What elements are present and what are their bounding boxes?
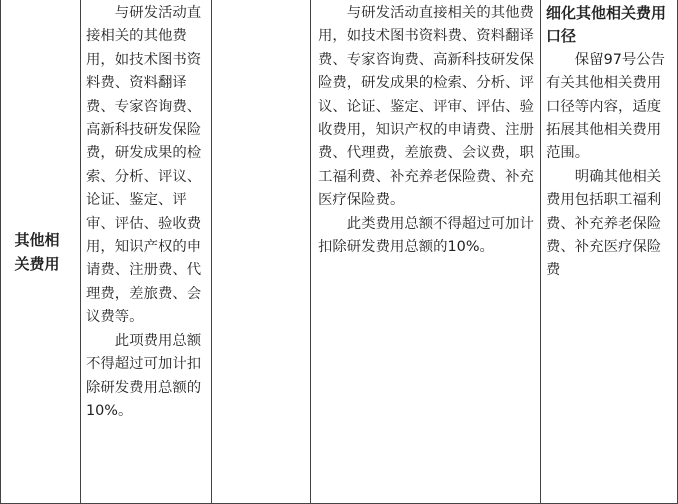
note-paragraph-1: 保留97号公告有关其他相关费用口径等内容，适度拓展其他相关费用范围。	[546, 51, 666, 162]
note-paragraph-2: 明确其他相关费用包括职工福利费、补充养老保险费、补充医疗保险费	[546, 168, 662, 279]
column-divider-1	[80, 0, 81, 504]
note-title: 细化其他相关费用口径	[546, 4, 667, 46]
column-divider-3	[310, 0, 311, 504]
column-divider-2	[211, 0, 212, 504]
old-policy-paragraph-1: 与研发活动直接相关的其他费用，如技术图书资料费、资料翻译费、专家咨询费、高新科技研发保险费，研发成果的检索、分析、评议、论证、鉴定、评审、评估、验收费用，知识产权的申请费、注册费、代理费，差旅费、会议费等。	[86, 5, 202, 326]
new-policy-paragraph-1: 与研发活动直接相关的其他费用，如技术图书资料费、资料翻译费、专家咨询费、高新科技研发保险费，研发成果的检索、分析、评议、论证、鉴定、评审、评估、验收费用，知识产权的申请费、注册费、代理费，差旅费、会议费，职工福利费、补充养老保险费、补充医疗保险费。	[318, 5, 534, 209]
new-policy-paragraph-2: 此类费用总额不得超过可加计扣除研发费用总额的10%。	[318, 215, 534, 256]
row-label-cell	[1, 0, 80, 504]
row-label: 其他相关费用	[14, 231, 60, 273]
column-divider-4	[540, 0, 541, 504]
old-policy-paragraph-2: 此项费用总额不得超过可加计扣除研发费用总额的10%。	[86, 332, 202, 419]
old-policy-cell	[86, 2, 207, 423]
note-cell	[546, 2, 672, 283]
new-policy-cell	[318, 2, 534, 259]
